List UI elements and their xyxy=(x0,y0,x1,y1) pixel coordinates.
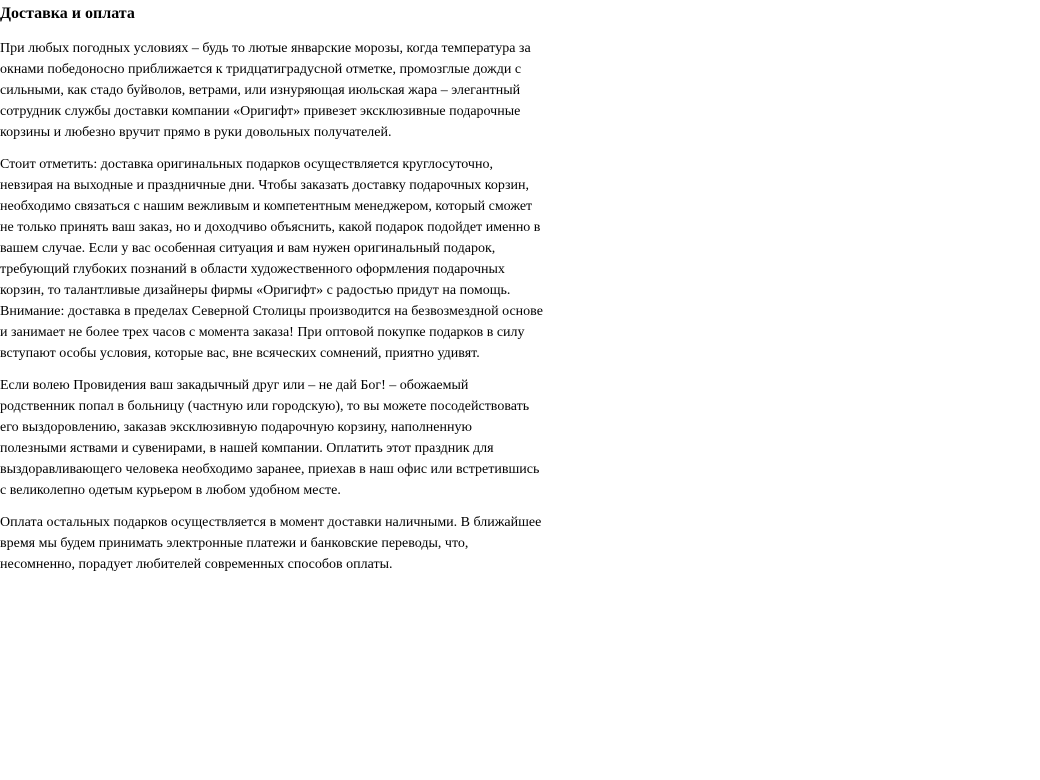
paragraph-weather-delivery: При любых погодных условиях – будь то лютые январские морозы, когда температура за окнами победоносно приближается к тридцатиградусной отметке, промозглые дожди с сильными, как стадо буйволов, ветрами, или изнуряющая июльская жара – элегантный сотрудник службы доставки компании «Оригифт» привезет эксклюзивные подарочные корзины и любезно вручит прямо в руки довольных получателей. xyxy=(0,41,531,140)
paragraph-hospital-delivery: Если волею Провидения ваш закадычный друг или – не дай Бог! – обожаемый родственник попал в больницу (частную или городскую), то вы можете посодействовать его выздоровлению, заказав эксклюзивную подарочную корзину, наполненную полезными яствами и сувенирами, в нашей компании. Оплатить этот праздник для выздоравливающего человека необходимо заранее, приехав в наш офис или встретившись с великолепно одетым курьером в любом удобном месте. xyxy=(0,378,540,498)
page-title: Доставка и оплата xyxy=(0,5,135,22)
paragraph-round-the-clock: Стоит отметить: доставка оригинальных подарков осуществляется круглосуточно, невзирая на выходные и праздничные дни. Чтобы заказать доставку подарочных корзин, необходимо связаться с нашим вежливым и компетентным менеджером, который сможет не только принять ваш заказ, но и доходчиво объяснить, какой подарок подойдет именно в вашем случае. Если у вас особенная ситуация и вам нужен оригинальный подарок, требующий глубоких познаний в области художественного оформления подарочных корзин, то талантливые дизайнеры фирмы «Оригифт» с радостью придут на помощь. Внимание: доставка в пределах Северной Столицы производится на безвозмездной основе и занимает не более трех часов с момента заказа! При оптовой покупке подарков в силу вступают особы условия, которые вас, вне всяческих сомнений, приятно удивят. xyxy=(0,157,543,361)
paragraph-payment: Оплата остальных подарков осуществляется в момент доставки наличными. В ближайшее время мы будем принимать электронные платежи и банковские переводы, что, несомненно, порадует любителей современных способов оплаты. xyxy=(0,515,542,572)
